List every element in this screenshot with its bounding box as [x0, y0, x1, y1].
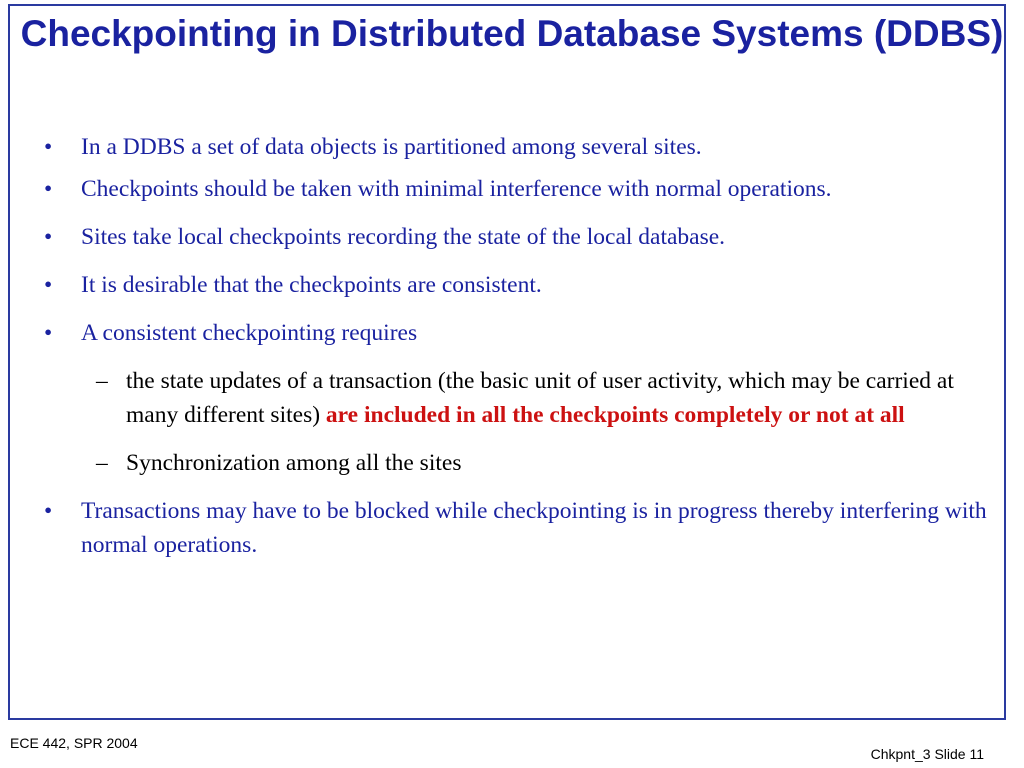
bullet-item: [44, 220, 989, 254]
bullet-text: In a DDBS a set of data objects is partitioned among several sites.: [81, 134, 702, 160]
sub-bullet-emphasis: are included in all the checkpoints completely or not at all: [325, 402, 905, 428]
bullet-marker: •: [44, 498, 53, 524]
bullet-marker: •: [44, 134, 53, 160]
bullet-list: [44, 130, 989, 576]
bullet-marker: •: [44, 320, 53, 346]
bullet-text: Checkpoints should be taken with minimal interference with normal operations.: [81, 176, 832, 202]
bullet-text: It is desirable that the checkpoints are consistent.: [81, 272, 542, 298]
bullet-item: [44, 130, 989, 164]
sub-bullet-item: [44, 364, 989, 432]
sub-bullet-item: [44, 446, 989, 480]
footer-slide-number: Chkpnt_3 Slide 11: [870, 746, 984, 762]
sub-bullet-text: Synchronization among all the sites: [126, 450, 462, 476]
bullet-marker: •: [44, 272, 53, 298]
bullet-item: [44, 494, 989, 562]
bullet-item: [44, 316, 989, 480]
bullet-marker: •: [44, 176, 53, 202]
bullet-text: Sites take local checkpoints recording the state of the local database.: [81, 224, 726, 250]
bullet-item: [44, 268, 989, 302]
bullet-text: Transactions may have to be blocked while checkpointing is in progress thereby interfering with normal operations.: [81, 498, 987, 558]
bullet-text: A consistent checkpointing requires: [81, 320, 418, 346]
sub-bullet-marker: –: [96, 450, 108, 476]
sub-bullet-list: [44, 364, 989, 480]
bullet-item: [44, 172, 989, 206]
sub-bullet-marker: –: [96, 368, 108, 394]
slide-title: Checkpointing in Distributed Database Systems (DDBS): [20, 13, 1004, 54]
bullet-marker: •: [44, 224, 53, 250]
sub-bullet-text: the state updates of a transaction (the basic unit of user activity, which may be carried at many different sites): [126, 368, 954, 428]
footer-course: ECE 442, SPR 2004: [10, 735, 138, 751]
